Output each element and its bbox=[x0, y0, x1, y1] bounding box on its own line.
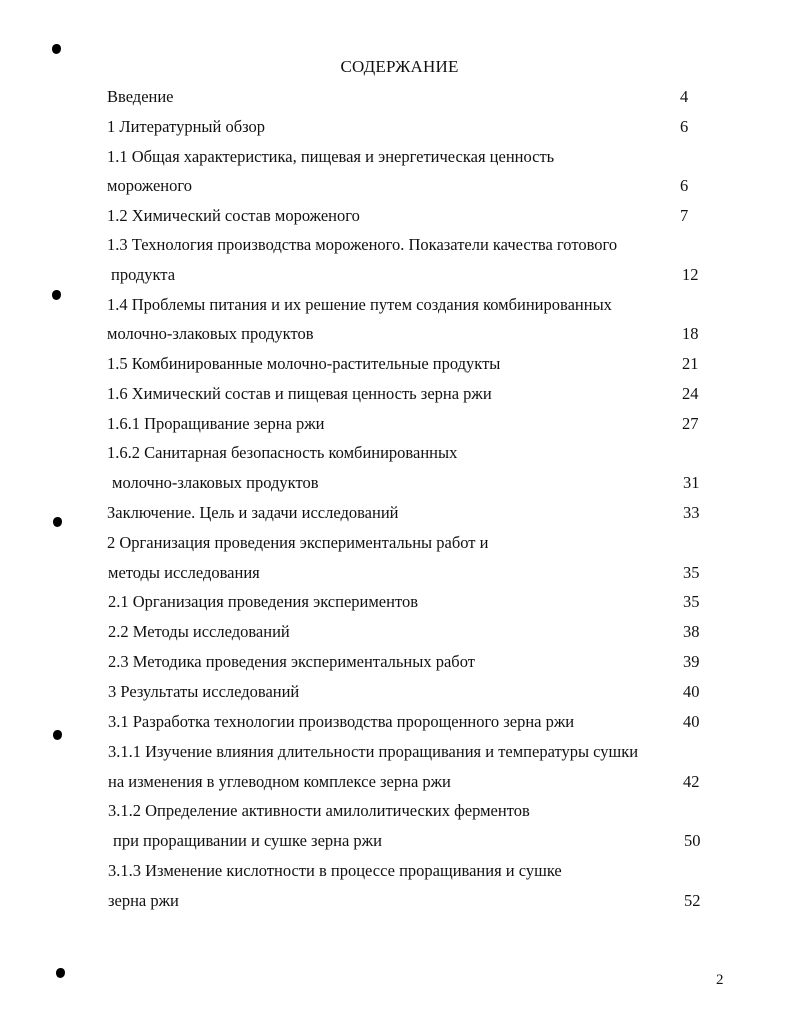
toc-entry-page: 35 bbox=[683, 592, 700, 611]
toc-entry-page: 27 bbox=[682, 414, 699, 433]
toc-entry bbox=[0, 502, 799, 524]
toc-entry bbox=[0, 860, 799, 882]
toc-entry-page: 12 bbox=[682, 265, 699, 284]
toc-entry bbox=[0, 830, 799, 852]
toc-entry-text: 3.1.2 Определение активности амилолитических ферментов bbox=[108, 801, 530, 820]
toc-entry-page: 6 bbox=[680, 117, 689, 136]
toc-entry-text: молочно-злаковых продуктов bbox=[112, 473, 319, 492]
toc-entry bbox=[0, 472, 799, 494]
toc-entry-text: 1.4 Проблемы питания и их решение путем создания комбинированных bbox=[107, 295, 612, 314]
punch-hole-mark bbox=[56, 968, 65, 978]
toc-entry bbox=[0, 294, 799, 316]
toc-entry bbox=[0, 205, 799, 227]
toc-entry bbox=[0, 741, 799, 763]
toc-entry-page: 39 bbox=[683, 652, 700, 671]
toc-entry-text: зерна ржи bbox=[108, 891, 179, 910]
toc-entry bbox=[0, 264, 799, 286]
toc-entry-text: мороженого bbox=[107, 176, 192, 195]
toc-entry-page: 52 bbox=[684, 891, 701, 910]
toc-entry bbox=[0, 353, 799, 375]
toc-entry-text: Заключение. Цель и задачи исследований bbox=[107, 503, 399, 522]
toc-entry bbox=[0, 175, 799, 197]
toc-entry-text: на изменения в углеводном комплексе зерна ржи bbox=[108, 772, 451, 791]
toc-entry bbox=[0, 800, 799, 822]
toc-entry-page: 21 bbox=[682, 354, 699, 373]
toc-entry-text: 3 Результаты исследований bbox=[108, 682, 300, 701]
toc-entry-text: 1 Литературный обзор bbox=[107, 117, 266, 136]
toc-entry bbox=[0, 621, 799, 643]
toc-entry-text: 1.6.2 Санитарная безопасность комбинированных bbox=[107, 443, 458, 462]
toc-entry bbox=[0, 234, 799, 256]
punch-hole-mark bbox=[52, 44, 61, 54]
toc-entry bbox=[0, 323, 799, 345]
toc-entry-text: молочно-злаковых продуктов bbox=[107, 324, 314, 343]
toc-entry bbox=[0, 681, 799, 703]
toc-entry bbox=[0, 442, 799, 464]
toc-entry-text: 1.6.1 Проращивание зерна ржи bbox=[107, 414, 325, 433]
toc-entry bbox=[0, 146, 799, 168]
toc-entry-text: 2.3 Методика проведения экспериментальных работ bbox=[108, 652, 475, 671]
toc-entry bbox=[0, 890, 799, 912]
toc-entry-text: 1.2 Химический состав мороженого bbox=[107, 206, 360, 225]
toc-entry-text: 1.1 Общая характеристика, пищевая и энергетическая ценность bbox=[107, 147, 555, 166]
toc-entry bbox=[0, 591, 799, 613]
toc-entry bbox=[0, 771, 799, 793]
toc-entry-text: 1.5 Комбинированные молочно-растительные продукты bbox=[107, 354, 501, 373]
toc-entry-text: 2.1 Организация проведения экспериментов bbox=[108, 592, 418, 611]
toc-entry-page: 18 bbox=[682, 324, 699, 343]
toc-entry-page: 38 bbox=[683, 622, 700, 641]
toc-entry bbox=[0, 413, 799, 435]
toc-entry-text: при проращивании и сушке зерна ржи bbox=[113, 831, 382, 850]
toc-entry bbox=[0, 383, 799, 405]
toc-entry-page: 35 bbox=[683, 563, 700, 582]
toc-entry-text: методы исследования bbox=[108, 563, 260, 582]
toc-entry bbox=[0, 651, 799, 673]
toc-entry-text: 3.1.1 Изучение влияния длительности проращивания и температуры сушки bbox=[108, 742, 639, 761]
toc-entry-text: 1.3 Технология производства мороженого. Показатели качества готового bbox=[107, 235, 618, 254]
contents-title: СОДЕРЖАНИЕ bbox=[340, 57, 459, 76]
toc-entry-page: 31 bbox=[683, 473, 700, 492]
toc-entry-page: 7 bbox=[680, 206, 689, 225]
toc-entry bbox=[0, 86, 799, 108]
toc-entry-text: Введение bbox=[107, 87, 174, 106]
toc-entry-page: 42 bbox=[683, 772, 700, 791]
toc-entry-page: 33 bbox=[683, 503, 700, 522]
toc-entry-page: 50 bbox=[684, 831, 701, 850]
toc-entry-text: 1.6 Химический состав и пищевая ценность зерна ржи bbox=[107, 384, 492, 403]
toc-entry bbox=[0, 711, 799, 733]
toc-entry-text: 3.1 Разработка технологии производства пророщенного зерна ржи bbox=[108, 712, 575, 731]
toc-entry-text: 3.1.3 Изменение кислотности в процессе проращивания и сушке bbox=[108, 861, 562, 880]
toc-entry-text: продукта bbox=[111, 265, 176, 284]
page-number: 2 bbox=[716, 972, 724, 988]
toc-entry bbox=[0, 532, 799, 554]
toc-entry bbox=[0, 116, 799, 138]
toc-entry-text: 2 Организация проведения экспериментальны работ и bbox=[107, 533, 489, 552]
toc-entry bbox=[0, 562, 799, 584]
toc-entry-page: 40 bbox=[683, 682, 700, 701]
toc-entry-page: 4 bbox=[680, 87, 689, 106]
toc-entry-page: 24 bbox=[682, 384, 699, 403]
toc-entry-text: 2.2 Методы исследований bbox=[108, 622, 290, 641]
toc-entry-page: 6 bbox=[680, 176, 689, 195]
toc-entry-page: 40 bbox=[683, 712, 700, 731]
